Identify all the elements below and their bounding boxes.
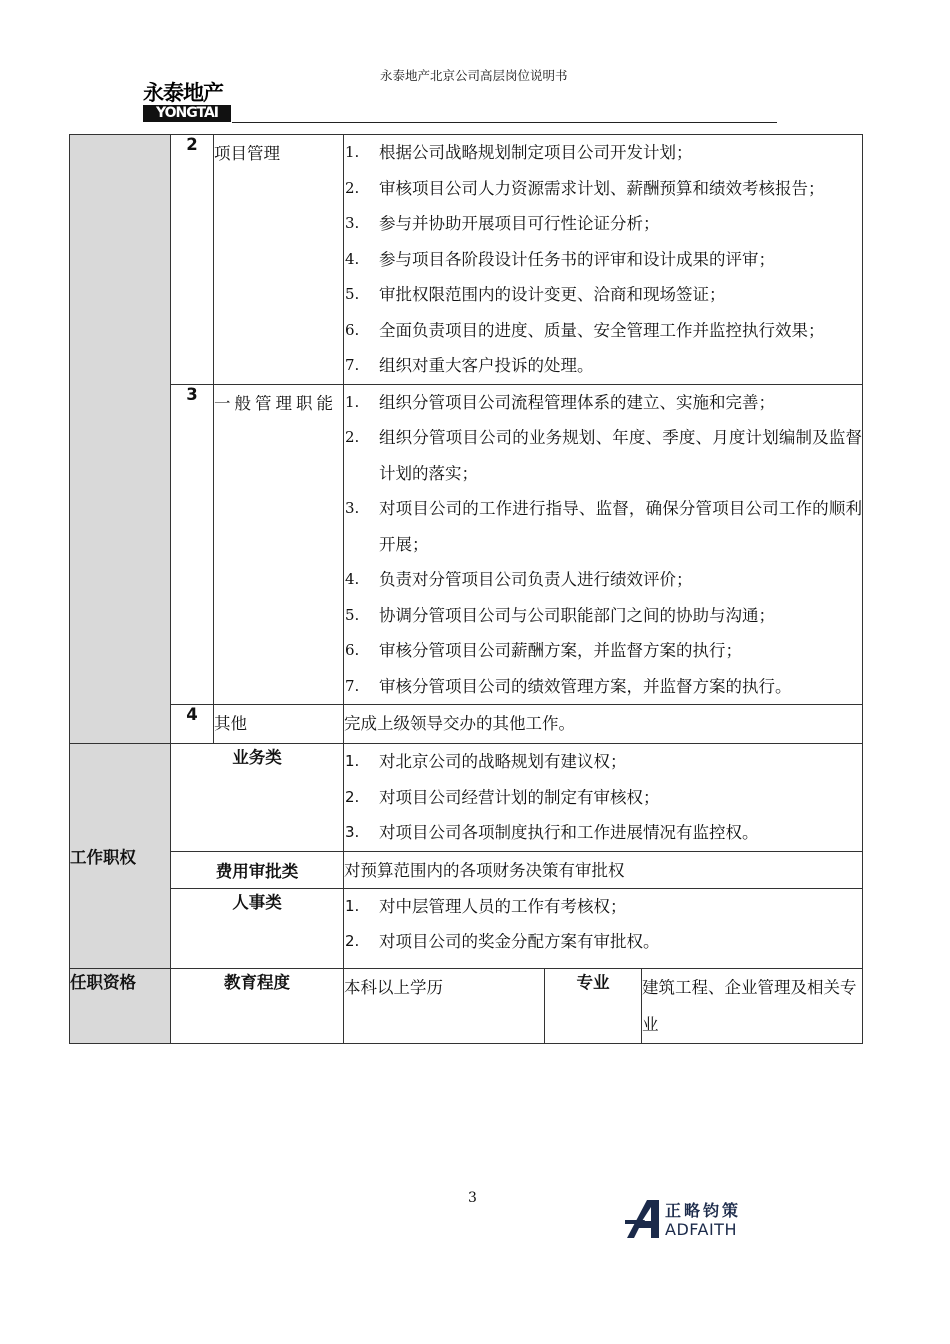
major-value: 建筑工程、企业管理及相关专业: [642, 968, 863, 1043]
education-label: 教育程度: [171, 968, 344, 1043]
list-item: 2. 对项目公司经营计划的制定有审核权；: [345, 787, 660, 807]
duty-content: [344, 384, 863, 705]
duty-number: 2: [171, 135, 214, 385]
list-item: 2. 组织分管项目公司的业务规划、年度、季度、月度计划编制及监督计划的落实；: [345, 428, 862, 483]
page-number: 3: [468, 1190, 477, 1206]
list-item: 3. 对项目公司各项制度执行和工作进展情况有监控权。: [345, 823, 759, 842]
duty-content: [344, 135, 863, 385]
authority-hr-content: [344, 888, 863, 968]
authority-row: [70, 851, 863, 888]
authority-item-list: [344, 744, 862, 851]
duty-label: 一般管理职能: [214, 384, 344, 705]
major-label: 专业: [545, 968, 642, 1043]
duties-side-cell: [70, 135, 171, 744]
duty-label: 其他: [214, 705, 344, 744]
list-item: 1. 对北京公司的战略规划有建议权；: [345, 752, 627, 771]
qualification-title: 任职资格: [70, 968, 171, 1043]
authority-title: 工作职权: [70, 744, 171, 969]
authority-expense-label: 费用审批类: [171, 851, 344, 888]
adfaith-mark-icon: [625, 1198, 661, 1240]
logo-chinese-name: 正略钧策: [665, 1201, 742, 1220]
list-item: 6. 全面负责项目的进度、质量、安全管理工作并监控执行效果；: [345, 320, 825, 340]
authority-hr-label: 人事类: [171, 888, 344, 968]
list-item: 3. 参与并协助开展项目可行性论证分析；: [345, 214, 660, 233]
list-item: 6. 审核分管项目公司薪酬方案，并监督方案的执行；: [345, 641, 742, 660]
authority-expense-content: 对预算范围内的各项财务决策有审批权: [344, 851, 863, 888]
duty-number: 4: [171, 705, 214, 744]
list-item: 4. 负责对分管项目公司负责人进行绩效评价；: [345, 570, 693, 589]
list-item: 1. 组织分管项目公司流程管理体系的建立、实施和完善；: [345, 392, 775, 412]
duty-row: [70, 705, 863, 744]
authority-item-list: [344, 889, 862, 960]
duty-row: [70, 384, 863, 705]
list-item: 2. 审核项目公司人力资源需求计划、薪酬预算和绩效考核报告；: [345, 178, 825, 198]
education-value: 本科以上学历: [344, 968, 545, 1043]
authority-row: [70, 744, 863, 852]
duty-number: 3: [171, 384, 214, 705]
list-item: 4. 参与项目各阶段设计任务书的评审和设计成果的评审；: [345, 249, 775, 269]
duty-label: 项目管理: [214, 135, 344, 385]
authority-business-label: 业务类: [171, 744, 344, 852]
yongtai-logo: [143, 80, 231, 124]
list-item: 1. 对中层管理人员的工作有考核权；: [345, 896, 627, 916]
logo-chinese-text: 永泰地产: [143, 80, 231, 106]
list-item: 7. 组织对重大客户投诉的处理。: [345, 356, 594, 375]
logo-english-name: ADFAITH: [665, 1220, 737, 1239]
list-item: 2. 对项目公司的奖金分配方案有审批权。: [345, 932, 660, 951]
list-item: 1. 根据公司战略规划制定项目公司开发计划；: [345, 143, 693, 162]
logo-english-text: YONGTAI: [143, 105, 231, 122]
list-item: 7. 审核分管项目公司的绩效管理方案，并监督方案的执行。: [345, 676, 792, 696]
authority-business-content: [344, 744, 863, 852]
qualification-row: [70, 968, 863, 1043]
list-item: 5. 审批权限范围内的设计变更、洽商和现场签证；: [345, 285, 726, 304]
job-description-table: [69, 134, 863, 1044]
duty-content: 完成上级领导交办的其他工作。: [344, 705, 863, 744]
header-divider: [232, 122, 777, 123]
list-item: 5. 协调分管项目公司与公司职能部门之间的协助与沟通；: [345, 605, 775, 625]
duty-item-list: [344, 135, 862, 384]
duty-row: [70, 135, 863, 385]
document-title: 永泰地产北京公司高层岗位说明书: [380, 68, 568, 83]
duty-item-list: [344, 385, 862, 705]
list-item: 3. 对项目公司的工作进行指导、监督，确保分管项目公司工作的顺利开展；: [345, 499, 862, 554]
authority-row: [70, 888, 863, 968]
adfaith-logo: [625, 1198, 760, 1244]
